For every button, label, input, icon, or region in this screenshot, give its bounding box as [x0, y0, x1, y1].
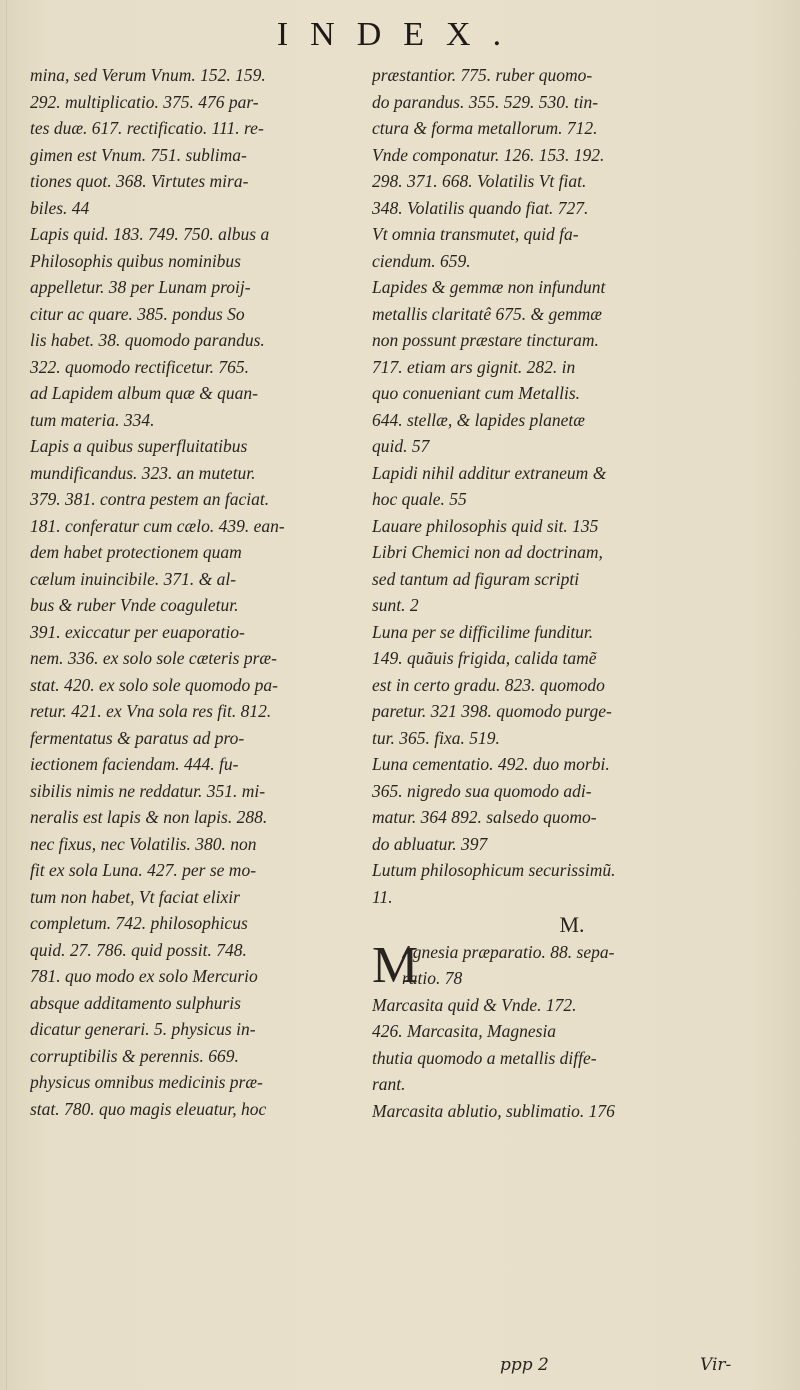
- index-line: 298. 371. 668. Volatilis Vt fiat.: [372, 171, 587, 191]
- index-line: tur. 365. fixa. 519.: [372, 727, 500, 748]
- index-line: Vt omnia transmutet, quid fa-: [372, 224, 579, 244]
- index-line: sibilis nimis ne reddatur. 351. mi-: [30, 780, 266, 801]
- index-line: fit ex sola Luna. 427. per se mo-: [30, 860, 257, 880]
- index-line: do abluatur. 397: [372, 833, 488, 854]
- index-line: Lutum philosophicum securissimũ.: [372, 860, 616, 880]
- index-line: metallis claritatê 675. & gemmæ: [372, 303, 602, 324]
- index-line: paretur. 321 398. quomodo purge-: [372, 701, 612, 721]
- index-line: ciendum. 659.: [372, 250, 471, 271]
- index-line: non possunt præstare tincturam.: [372, 330, 599, 350]
- index-line: Lapides & gemmæ non infundunt: [372, 277, 606, 297]
- index-line: Vnde componatur. 126. 153. 192.: [372, 144, 605, 165]
- letter-heading: M.: [559, 912, 585, 937]
- index-line: hoc quale. 55: [372, 489, 467, 509]
- index-line: quid. 57: [372, 436, 430, 456]
- index-line: Agnesia præparatio. 88. sepa-: [402, 941, 615, 962]
- index-line: stat. 780. quo magis eleuatur, hoc: [30, 1098, 267, 1119]
- dropcap-letter: M: [372, 936, 419, 994]
- dropcap-entry: [372, 936, 772, 994]
- index-line: bus & ruber Vnde coaguletur.: [30, 595, 239, 615]
- index-line: nem. 336. ex solo sole cæteris præ-: [30, 648, 277, 668]
- index-line: Lapis quid. 183. 749. 750. albus a: [30, 224, 270, 244]
- index-line: Marcasita ablutio, sublimatio. 176: [372, 1100, 615, 1121]
- index-line: physicus omnibus medicinis præ-: [30, 1072, 263, 1092]
- index-line: tes duæ. 617. rectificatio. 111. re-: [30, 118, 264, 138]
- index-line: dicatur generari. 5. physicus in-: [30, 1019, 256, 1039]
- index-line: thutia quomodo a metallis diffe-: [372, 1047, 597, 1068]
- index-line: Philosophis quibus nominibus: [30, 250, 241, 271]
- index-line: Lapis a quibus superfluitatibus: [30, 436, 248, 456]
- index-line: retur. 421. ex Vna sola res fit. 812.: [30, 701, 272, 721]
- index-line: nec fixus, nec Volatilis. 380. non: [30, 833, 257, 854]
- index-line: neralis est lapis & non lapis. 288.: [30, 807, 268, 827]
- index-line: mina, sed Verum Vnum. 152. 159.: [30, 65, 266, 85]
- index-line: quo conueniant cum Metallis.: [372, 383, 581, 403]
- index-line: 365. nigredo sua quomodo adi-: [372, 780, 592, 801]
- index-line: 644. stellæ, & lapides planetæ: [372, 409, 585, 430]
- index-line: ratio. 78: [402, 968, 463, 988]
- index-line: 717. etiam ars gignit. 282. in: [372, 356, 576, 377]
- index-line: Luna per se difficilime funditur.: [372, 621, 594, 642]
- index-line: ctura & forma metallorum. 712.: [372, 118, 598, 138]
- index-line: 781. quo modo ex solo Mercurio: [30, 966, 258, 986]
- index-line: 181. conferatur cum cælo. 439. ean-: [30, 515, 285, 536]
- index-line: fermentatus & paratus ad pro-: [30, 727, 245, 748]
- index-line: gimen est Vnum. 751. sublima-: [30, 144, 247, 165]
- index-line: Lapidi nihil additur extraneum &: [372, 462, 607, 483]
- index-line: ad Lapidem album quæ & quan-: [30, 383, 258, 403]
- index-line: dem habet protectionem quam: [30, 542, 242, 562]
- index-line: appelletur. 38 per Lunam proij-: [30, 277, 251, 297]
- index-line: corruptibilis & perennis. 669.: [30, 1045, 239, 1066]
- index-line: biles. 44: [30, 197, 90, 218]
- index-line: quid. 27. 786. quid possit. 748.: [30, 939, 247, 960]
- index-line: 379. 381. contra pestem an faciat.: [30, 489, 270, 509]
- index-line: tum non habet, Vt faciat elixir: [30, 886, 240, 907]
- page-edge-line: [6, 0, 7, 1390]
- index-line: Marcasita quid & Vnde. 172.: [372, 994, 577, 1015]
- index-line: 322. quomodo rectificetur. 765.: [30, 356, 250, 377]
- catchword: Vir-: [700, 1355, 732, 1375]
- index-line: citur ac quare. 385. pondus So: [30, 303, 245, 324]
- index-line: Luna cementatio. 492. duo morbi.: [372, 754, 610, 774]
- index-line: absque additamento sulphuris: [30, 992, 241, 1013]
- index-line: 149. quãuis frigida, calida tamẽ: [372, 648, 597, 668]
- page-header: INDEX.: [276, 16, 524, 53]
- index-line: est in certo gradu. 823. quomodo: [372, 674, 605, 695]
- index-line: tum materia. 334.: [30, 409, 155, 430]
- index-line: præstantior. 775. ruber quomo-: [372, 65, 593, 85]
- index-line: Lauare philosophis quid sit. 135: [372, 515, 599, 536]
- index-line: 292. multiplicatio. 375. 476 par-: [30, 91, 259, 112]
- index-line: 348. Volatilis quando fiat. 727.: [372, 197, 589, 218]
- signature-mark: ppp 2: [500, 1355, 549, 1375]
- index-line: do parandus. 355. 529. 530. tin-: [372, 91, 599, 112]
- index-line: sunt. 2: [372, 595, 419, 615]
- index-line: cælum inuincibile. 371. & al-: [30, 568, 237, 589]
- index-line: tiones quot. 368. Virtutes mira-: [30, 171, 249, 191]
- right-column: [372, 62, 772, 1124]
- index-line: completum. 742. philosophicus: [30, 913, 248, 933]
- index-line: Libri Chemici non ad doctrinam,: [372, 542, 603, 562]
- index-line: 11.: [372, 886, 393, 907]
- index-line: sed tantum ad figuram scripti: [372, 568, 580, 589]
- index-line: mundificandus. 323. an mutetur.: [30, 462, 256, 483]
- index-line: lis habet. 38. quomodo parandus.: [30, 330, 265, 350]
- left-column: [30, 62, 364, 1122]
- index-line: iectionem faciendam. 444. fu-: [30, 754, 239, 774]
- index-line: 391. exiccatur per euaporatio-: [30, 621, 245, 642]
- index-line: stat. 420. ex solo sole quomodo pa-: [30, 674, 278, 695]
- index-line: rant.: [372, 1074, 406, 1094]
- index-line: matur. 364 892. salsedo quomo-: [372, 807, 597, 827]
- index-line: 426. Marcasita, Magnesia: [372, 1021, 557, 1041]
